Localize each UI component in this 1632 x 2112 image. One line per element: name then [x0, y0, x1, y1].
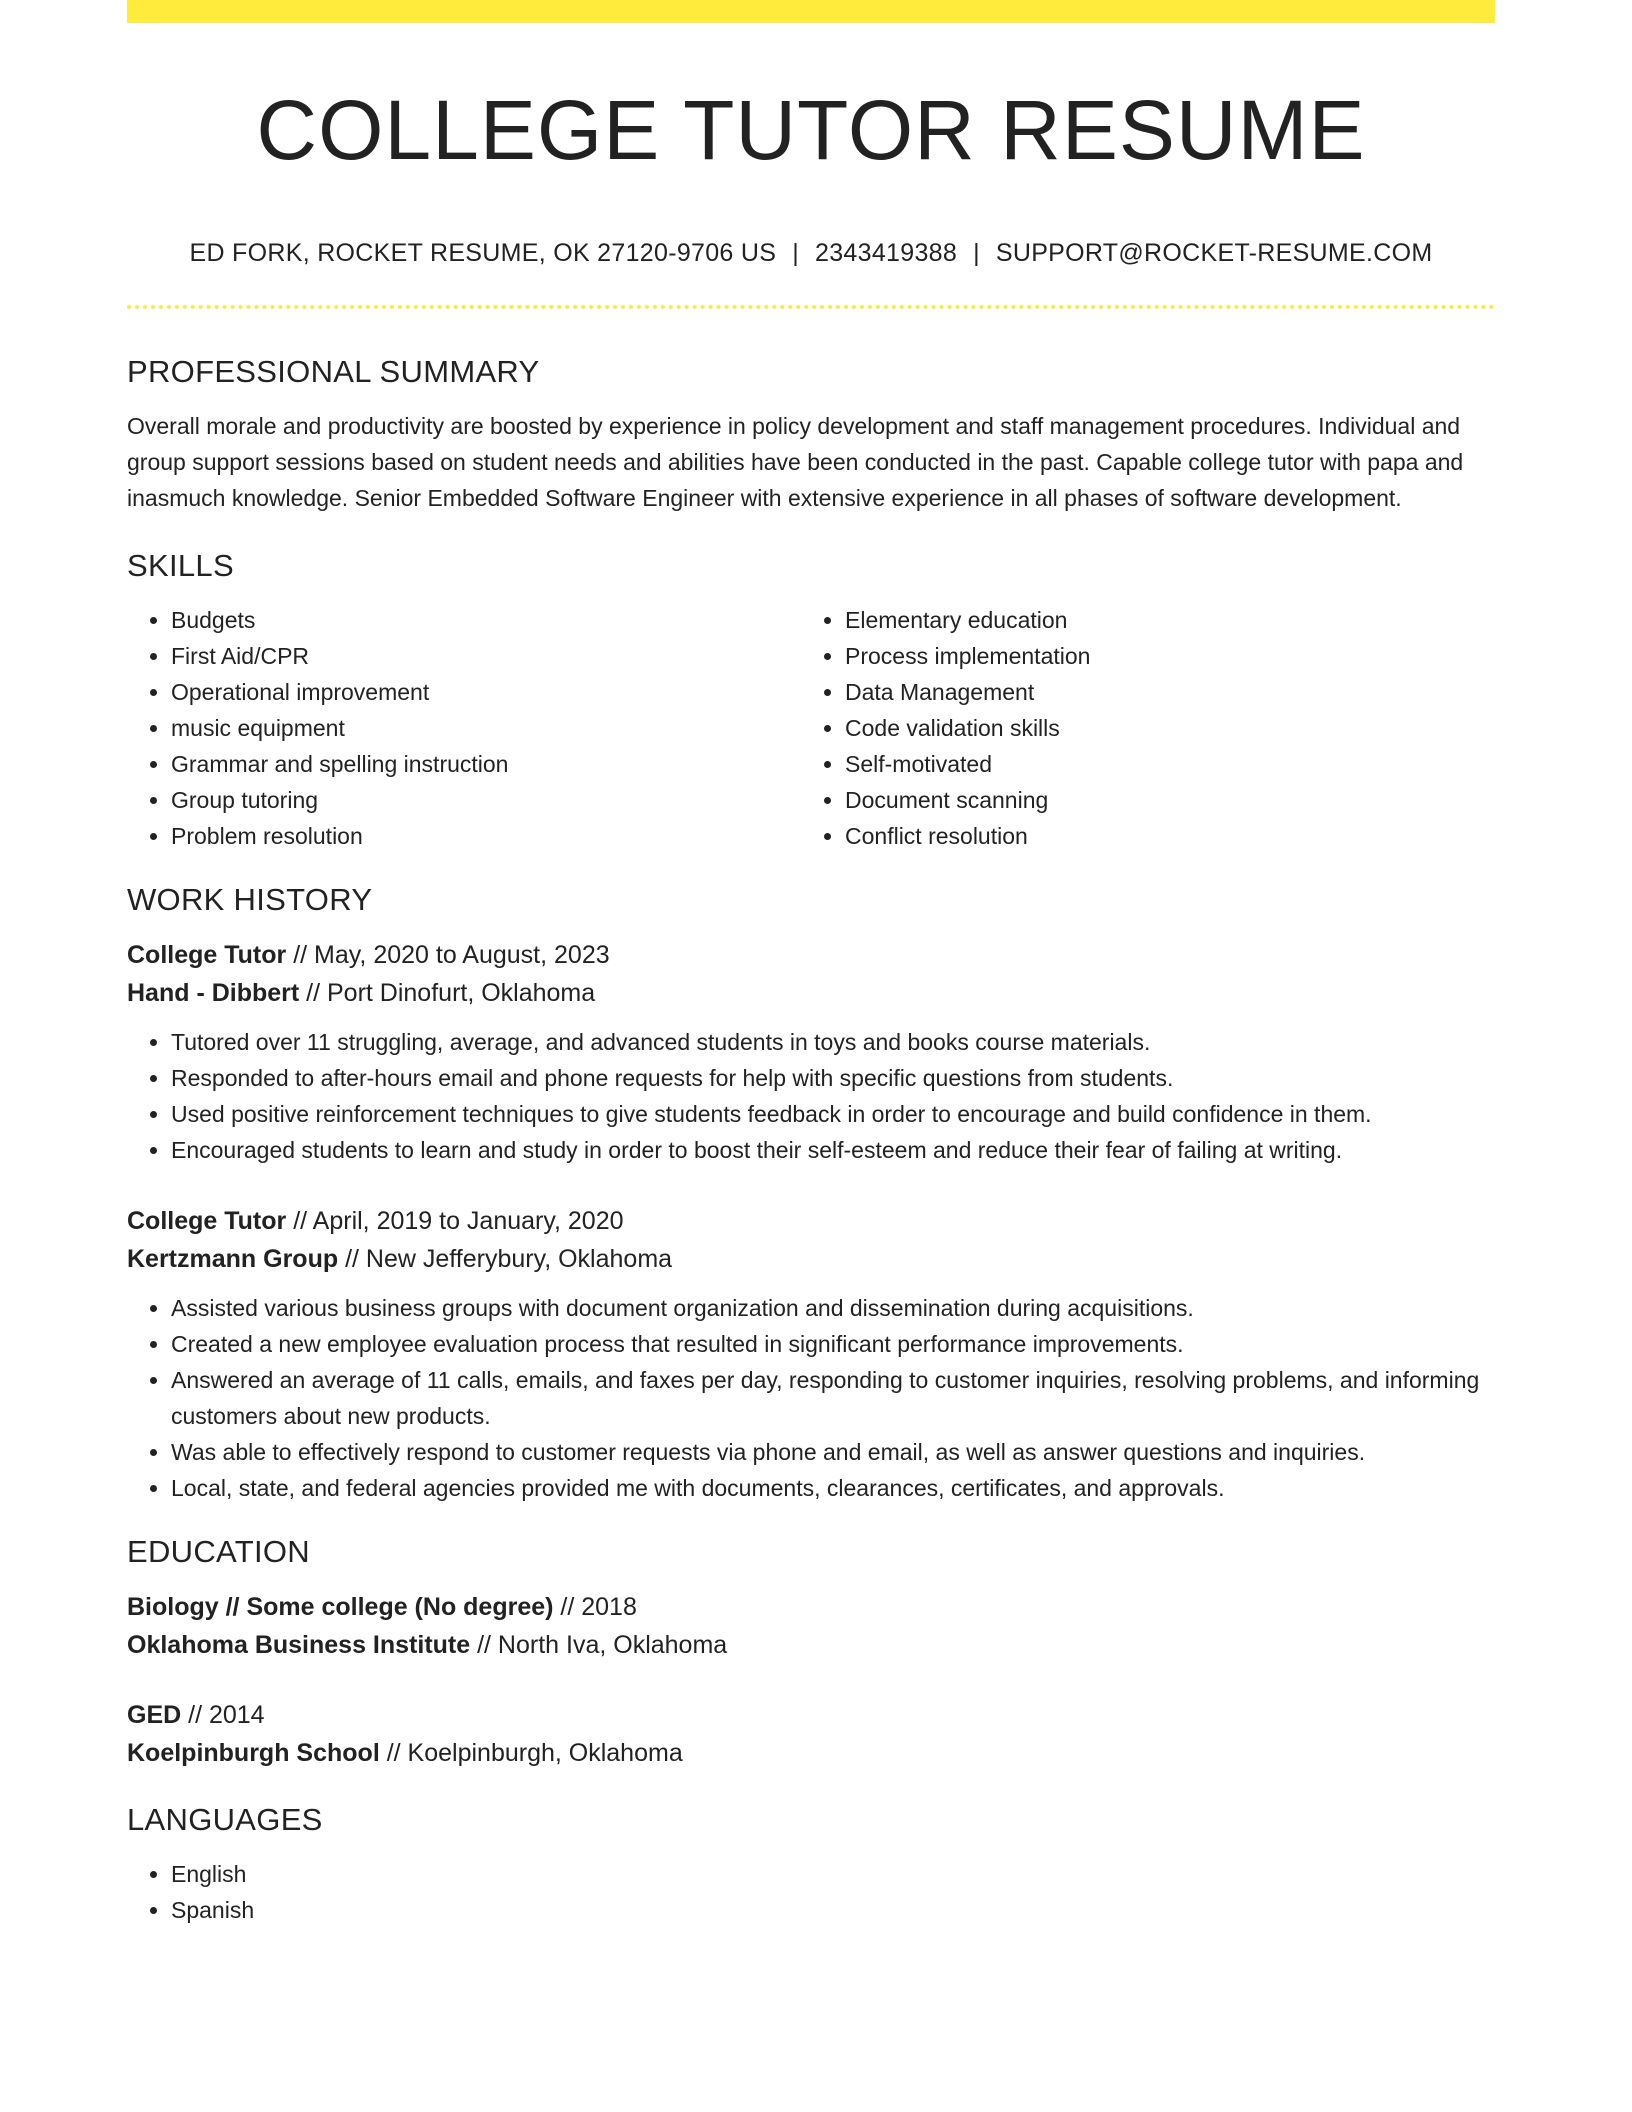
job-dates: // April, 2019 to January, 2020	[286, 1207, 624, 1235]
accent-bar	[127, 0, 1495, 23]
resume-content	[127, 350, 1495, 1928]
header-divider	[127, 305, 1495, 309]
skill-item: • Grammar and spelling instruction	[171, 746, 801, 782]
summary-text: Overall morale and productivity are boosted by experience in policy development and staff management procedures. Individual and group support sessions based on student needs and abilities have been conducted in the past. Capable college tutor with papa and inasmuch knowledge. Senior Embedded Software Engineer with extensive experience in all phases of software development.	[127, 413, 1464, 511]
job-bullet: • Local, state, and federal agencies provided me with documents, clearances, certificates, and approvals.	[171, 1470, 1495, 1506]
contact-separator: |	[973, 239, 980, 267]
education-location: // Koelpinburgh, Oklahoma	[379, 1739, 683, 1767]
job-bullet: • Tutored over 11 struggling, average, and advanced students in toys and books course materials.	[171, 1024, 1495, 1060]
language-item: • English	[171, 1856, 1495, 1892]
education-year: // 2014	[181, 1701, 265, 1729]
job-title: College Tutor	[127, 941, 287, 969]
job-company: Hand - Dibbert	[127, 979, 300, 1007]
job-bullet: • Created a new employee evaluation process that resulted in significant performance improvements.	[171, 1326, 1495, 1362]
education-school: Koelpinburgh School	[127, 1739, 380, 1767]
skill-item: • music equipment	[171, 710, 801, 746]
contact-line	[127, 236, 1495, 270]
education-degree-line	[127, 1588, 1495, 1626]
skill-item: • Document scanning	[845, 782, 1475, 818]
education-entry	[127, 1696, 1495, 1772]
education-entry	[127, 1588, 1495, 1664]
education-degree: GED	[127, 1701, 182, 1729]
job-title-line	[127, 936, 1495, 974]
languages-list	[127, 1856, 1495, 1928]
languages-heading: LANGUAGES	[127, 1802, 323, 1837]
job-header	[127, 1202, 1495, 1278]
skill-item: • Process implementation	[845, 638, 1475, 674]
job-entry	[127, 936, 1495, 1168]
job-bullets	[127, 1290, 1495, 1506]
contact-phone: 2343419388	[815, 239, 958, 267]
education-heading: EDUCATION	[127, 1534, 310, 1569]
skill-item: • Group tutoring	[171, 782, 801, 818]
contact-address: ED FORK, ROCKET RESUME, OK 27120-9706 US	[189, 239, 777, 267]
job-title: College Tutor	[127, 1207, 287, 1235]
job-bullet: • Used positive reinforcement techniques to give students feedback in order to encourage and build confidence in them.	[171, 1096, 1495, 1132]
education-degree-line	[127, 1696, 1495, 1734]
summary-heading: PROFESSIONAL SUMMARY	[127, 354, 540, 389]
job-bullet: • Responded to after-hours email and phone requests for help with specific questions from students.	[171, 1060, 1495, 1096]
skill-item: • Elementary education	[845, 602, 1475, 638]
job-bullet: • Answered an average of 11 calls, emails, and faxes per day, responding to customer inquiries, resolving problems, and informing customers about new products.	[171, 1362, 1495, 1434]
job-company-line	[127, 974, 1495, 1012]
skill-item: • Problem resolution	[171, 818, 801, 854]
skill-item: • Data Management	[845, 674, 1475, 710]
education-school: Oklahoma Business Institute	[127, 1631, 471, 1659]
skill-item: • Operational improvement	[171, 674, 801, 710]
job-bullet: • Encouraged students to learn and study in order to boost their self-esteem and reduce their fear of failing at writing.	[171, 1132, 1495, 1168]
job-entry	[127, 1202, 1495, 1506]
job-company-line	[127, 1240, 1495, 1278]
work-history-heading: WORK HISTORY	[127, 882, 373, 917]
job-location: // New Jefferybury, Oklahoma	[338, 1245, 673, 1273]
language-item: • Spanish	[171, 1892, 1495, 1928]
skill-item: • Conflict resolution	[845, 818, 1475, 854]
skills-list	[127, 602, 1495, 854]
job-bullet: • Assisted various business groups with document organization and dissemination during acquisitions.	[171, 1290, 1495, 1326]
education-school-line	[127, 1626, 1495, 1664]
job-bullets	[127, 1024, 1495, 1168]
contact-email: SUPPORT@ROCKET-RESUME.COM	[995, 239, 1433, 267]
skills-column-left	[127, 602, 801, 854]
education-location: // North Iva, Oklahoma	[470, 1631, 728, 1659]
education-school-line	[127, 1734, 1495, 1772]
job-bullet: • Was able to effectively respond to customer requests via phone and email, as well as answer questions and inquiries.	[171, 1434, 1495, 1470]
job-company: Kertzmann Group	[127, 1245, 339, 1273]
education-degree: Biology // Some college (No degree)	[127, 1593, 554, 1621]
resume-title: COLLEGE TUTOR RESUME	[256, 83, 1366, 177]
contact-separator: |	[792, 239, 800, 267]
skills-heading: SKILLS	[127, 548, 234, 583]
job-header	[127, 936, 1495, 1012]
skills-column-right	[801, 602, 1475, 854]
skill-item: • First Aid/CPR	[171, 638, 801, 674]
skill-item: • Budgets	[171, 602, 801, 638]
job-title-line	[127, 1202, 1495, 1240]
job-location: // Port Dinofurt, Oklahoma	[299, 979, 596, 1007]
skill-item: • Self-motivated	[845, 746, 1475, 782]
education-year: // 2018	[553, 1593, 637, 1621]
skill-item: • Code validation skills	[845, 710, 1475, 746]
job-dates: // May, 2020 to August, 2023	[286, 941, 610, 969]
